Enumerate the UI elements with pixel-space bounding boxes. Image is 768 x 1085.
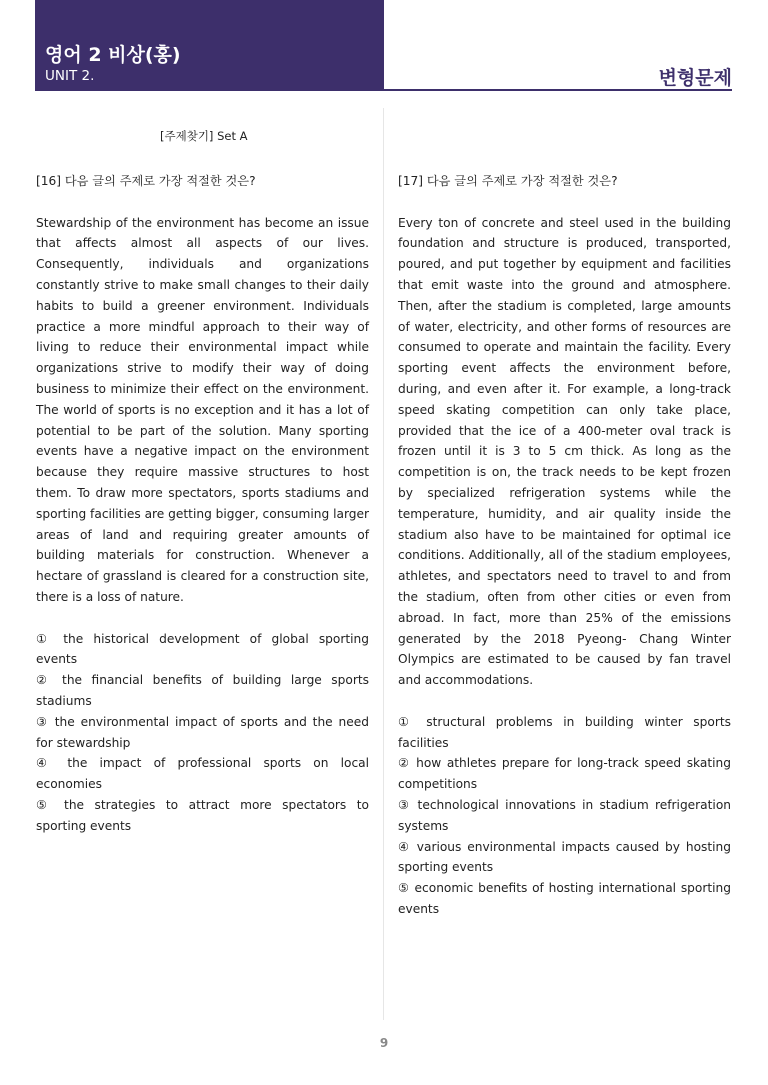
answer-options bbox=[36, 629, 369, 837]
question-passage: Every ton of concrete and steel used in the building foundation and structure is produced, transported, poured, and put together by equipment and facilities that emit waste into the ground and atmosphere. Then, after the stadium is completed, large amounts of water, electricity, and other forms of resources are consumed to operate and maintain the facility. Every sporting event affects the environment before, during, and even after it. For example, a long-track speed skating competition can only take place, provided that the ice of a 400-meter oval track is frozen until it is 3 to 5 cm thick. As long as the competition is on, the track needs to be kept frozen by specialized refrigeration systems while the temperature, humidity, and air quality inside the stadium also have to be maintained for optimal ice conditions. Additionally, all of the stadium employees, athletes, and spectators need to travel to and from the stadium, often from other cities or even from abroad. In fact, more than 25% of the emissions generated by the 2018 Pyeong- Chang Winter Olympics are estimated to be caused by fan travel and accommodations. bbox=[398, 215, 731, 688]
answer-option[interactable]: ① structural problems in building winter sports facilities bbox=[398, 714, 731, 750]
answer-option[interactable]: ④ the impact of professional sports on local economies bbox=[36, 756, 369, 792]
answer-option[interactable]: ④ various environmental impacts caused by hosting sporting events bbox=[398, 839, 731, 875]
header-title: 영어 2 비상(홍) bbox=[45, 44, 181, 66]
answer-option[interactable]: ② the financial benefits of building large sports stadiums bbox=[36, 673, 369, 708]
answer-option[interactable]: ⑤ economic benefits of hosting international sporting events bbox=[398, 881, 731, 916]
answer-option[interactable]: ③ technological innovations in stadium refrigeration systems bbox=[398, 797, 731, 833]
answer-option[interactable]: ① the historical development of global sporting events bbox=[36, 631, 369, 667]
header-unit: UNIT 2. bbox=[45, 68, 95, 84]
answer-option[interactable]: ② how athletes prepare for long-track speed skating competitions bbox=[398, 756, 731, 792]
question-16-column bbox=[36, 171, 369, 837]
page-number: 9 bbox=[379, 1036, 389, 1050]
column-divider bbox=[383, 108, 384, 1020]
question-prompt: [16] 다음 글의 주제로 가장 적절한 것은? bbox=[36, 174, 256, 188]
header-right-title: 변형문제 bbox=[658, 67, 732, 89]
question-prompt: [17] 다음 글의 주제로 가장 적절한 것은? bbox=[398, 174, 618, 188]
answer-options bbox=[398, 712, 731, 920]
question-passage: Stewardship of the environment has become an issue that affects almost all aspects of our lives. Consequently, individuals and organizations constantly strive to make small changes to their daily habits to build a greener environment. Individuals practice a more mindful approach to their way of living to reduce their environmental impact while organizations strive to modify their way of doing business to minimize their effect on the environment. The world of sports is no exception and it has a lot of potential to be part of the solution. Many sporting events have a negative impact on the environment because they require massive structures to host them. To draw more spectators, sports stadiums and sporting facilities are getting bigger, consuming larger areas of land and requiring greater amounts of building materials for construction. Whenever a hectare of grassland is cleared for a construction site, there is a loss of nature. bbox=[36, 215, 369, 604]
header-banner bbox=[35, 0, 384, 91]
answer-option[interactable]: ③ the environmental impact of sports and the need for stewardship bbox=[36, 714, 369, 750]
set-label: [주제찾기] Set A bbox=[160, 129, 248, 143]
answer-option[interactable]: ⑤ the strategies to attract more spectators to sporting events bbox=[36, 797, 369, 833]
question-17-column bbox=[398, 171, 731, 920]
